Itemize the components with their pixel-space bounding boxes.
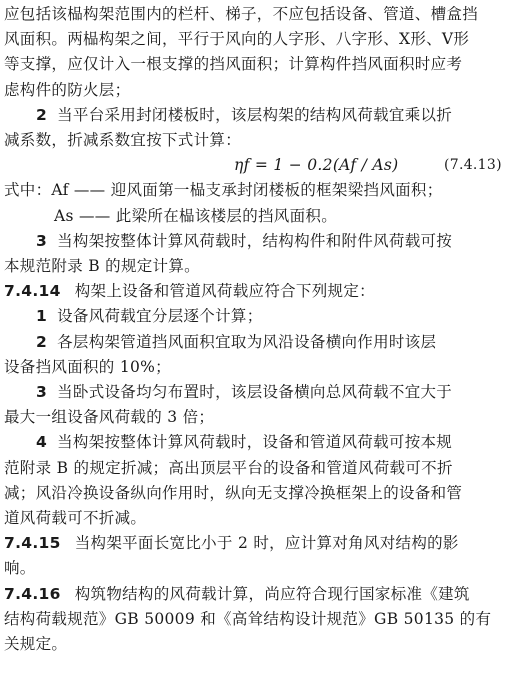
paragraph-text: 当构架按整体计算风荷载时，结构构件和附件风荷载可按 <box>57 231 453 250</box>
paragraph-text: 本规范附录 B 的规定计算。 <box>4 257 200 275</box>
tail-block <box>4 0 507 697</box>
paragraph-text: 结构荷载规范》GB 50009 和《高耸结构设计规范》GB 50135 的有 <box>4 609 492 628</box>
paragraph-text: 各层构架管道挡风面积宜取为风沿设备横向作用时该层 <box>57 332 437 351</box>
paragraph-text: 风面积。两榀构架之间，平行于风向的人字形、八字形、X形、V形 <box>4 30 470 49</box>
paragraph-text: 当卧式设备均匀布置时，该层设备横向总风荷载不宜大于 <box>57 383 453 401</box>
paragraph-text: 最大一组设备风荷载的 3 倍； <box>4 408 215 427</box>
paragraph-text: 虑构件的防火层； <box>4 80 131 99</box>
item-number: 1 <box>36 307 48 326</box>
paragraph-text: 关规定。 <box>4 635 68 653</box>
item-number: 3 <box>36 383 48 401</box>
paragraph-text: 构筑物结构的风荷载计算，尚应符合现行国家标准《建筑 <box>74 584 470 603</box>
item-number: 2 <box>36 105 48 124</box>
clause-number: 7.4.15 <box>4 534 61 553</box>
definition-text: As —— 此梁所在榀该楼层的挡风面积。 <box>54 206 338 225</box>
definition-text: 式中：Af —— 迎风面第一榀支承封闭楼板的框架梁挡风面积； <box>4 181 443 200</box>
paragraph-text: 范附录 B 的规定折减；高出顶层平台的设备和管道风荷载可不折 <box>4 458 453 477</box>
paragraph-text: 构架上设备和管道风荷载应符合下列规定： <box>74 282 375 301</box>
paragraph-text: 减系数，折减系数宜按下式计算： <box>4 131 242 149</box>
equation-number: (7.4.13) <box>444 157 502 174</box>
paragraph-text: 当构架平面长宽比小于 2 时，应计算对角风对结构的影 <box>74 534 459 553</box>
paragraph-text: 当构架按整体计算风荷载时，设备和管道风荷载可按本规 <box>57 433 453 452</box>
paragraph-text: 道风荷载可不折减。 <box>4 509 147 527</box>
paragraph-text: 设备风荷载宜分层逐个计算； <box>57 307 263 326</box>
paragraph-text: 应包括该榀构架范围内的栏杆、梯子，不应包括设备、管道、槽盒挡 <box>4 5 479 23</box>
item-number: 3 <box>36 231 48 250</box>
clause-number: 7.4.16 <box>4 584 61 603</box>
paragraph-text: 响。 <box>4 559 36 578</box>
item-number: 2 <box>36 332 48 351</box>
clause-number: 7.4.14 <box>4 282 61 301</box>
paragraph-text: 当平台采用封闭楼板时，该层构架的结构风荷载宜乘以折 <box>57 105 453 124</box>
formula: ηf = 1 − 0.2(Af / As) <box>234 156 399 175</box>
paragraph-text: 等支撑，应仅计入一根支撑的挡风面积；计算构件挡风面积时应考 <box>4 55 463 74</box>
paragraph-text: 减；风沿冷换设备纵向作用时，纵向无支撑冷换框架上的设备和管 <box>4 483 463 502</box>
item-number: 4 <box>36 433 48 452</box>
paragraph-text: 设备挡风面积的 10%； <box>4 357 171 376</box>
